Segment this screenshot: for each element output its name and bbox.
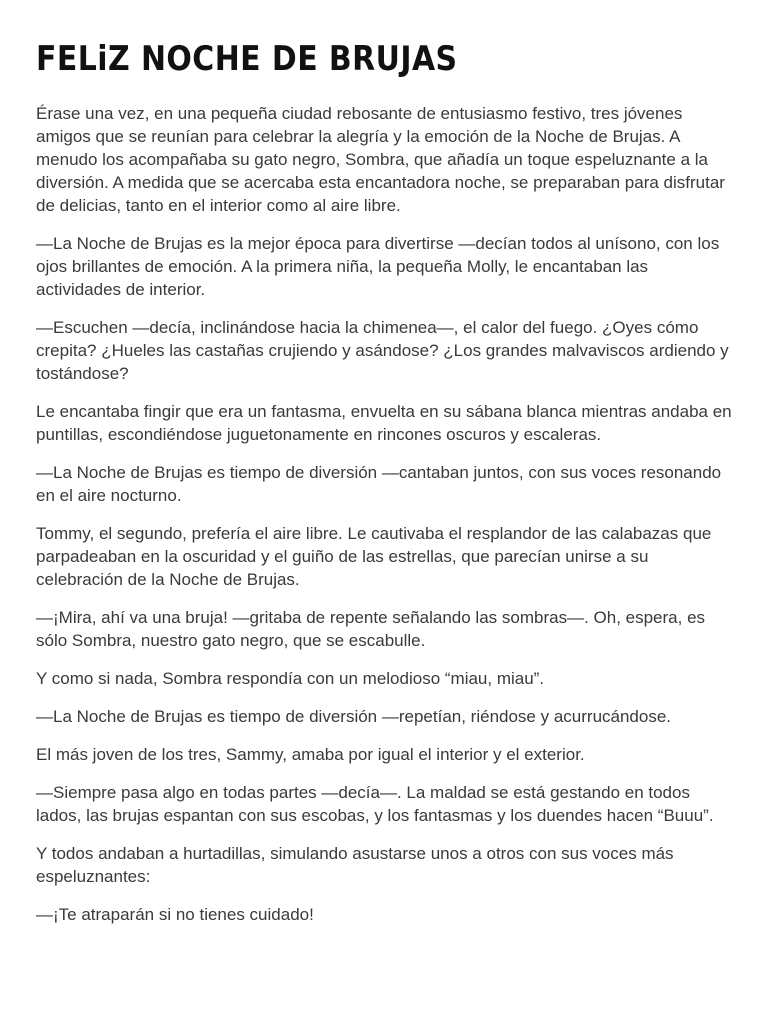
paragraph: —Escuchen —decía, inclinándose hacia la chimenea—, el calor del fuego. ¿Oyes cómo crepita? ¿Hueles las castañas crujiendo y asándose? ¿Los grandes malvaviscos ardiendo y tostándose? xyxy=(36,318,729,383)
paragraph: Érase una vez, en una pequeña ciudad rebosante de entusiasmo festivo, tres jóvenes amigos que se reunían para celebrar la alegría y la emoción de la Noche de Brujas. A menudo los acompañaba su gato negro, Sombra, que añadía un toque espeluznante a la diversión. A medida que se acercaba esta encantadora noche, se preparaban para disfrutar de delicias, tanto en el interior como al aire libre. xyxy=(36,104,725,215)
paragraph: Y todos andaban a hurtadillas, simulando asustarse unos a otros con sus voces más espeluznantes: xyxy=(36,844,674,886)
paragraph: —¡Mira, ahí va una bruja! —gritaba de repente señalando las sombras—. Oh, espera, es sólo Sombra, nuestro gato negro, que se escabulle. xyxy=(36,608,706,650)
paragraph: —La Noche de Brujas es tiempo de diversión —cantaban juntos, con sus voces resonando en el aire nocturno. xyxy=(36,463,722,505)
paragraph: —Siempre pasa algo en todas partes —decía—. La maldad se está gestando en todos lados, las brujas espantan con sus escobas, y los fantasmas y los duendes hacen “Buuu”. xyxy=(36,783,714,825)
paragraph: —La Noche de Brujas es la mejor época para divertirse —decían todos al unísono, con los ojos brillantes de emoción. A la primera niña, la pequeña Molly, le encantaban las actividades de interior. xyxy=(36,234,720,299)
document-title: FELiZ NOCHE DE BRUJAS xyxy=(36,39,458,79)
paragraph: Le encantaba fingir que era un fantasma, envuelta en su sábana blanca mientras andaba en puntillas, escondiéndose juguetonamente en rincones oscuros y escaleras. xyxy=(36,402,732,444)
paragraph: Tommy, el segundo, prefería el aire libre. Le cautivaba el resplandor de las calabazas que parpadeaban en la oscuridad y el guiño de las estrellas, que parecían unirse a su celebración de la Noche de Brujas. xyxy=(36,524,712,589)
document-page xyxy=(36,34,736,941)
paragraph: El más joven de los tres, Sammy, amaba por igual el interior y el exterior. xyxy=(36,745,585,764)
paragraph: —¡Te atraparán si no tienes cuidado! xyxy=(36,905,314,924)
paragraph: Y como si nada, Sombra respondía con un melodioso “miau, miau”. xyxy=(36,669,545,688)
paragraph: —La Noche de Brujas es tiempo de diversión —repetían, riéndose y acurrucándose. xyxy=(36,707,672,726)
story-body xyxy=(36,102,736,926)
